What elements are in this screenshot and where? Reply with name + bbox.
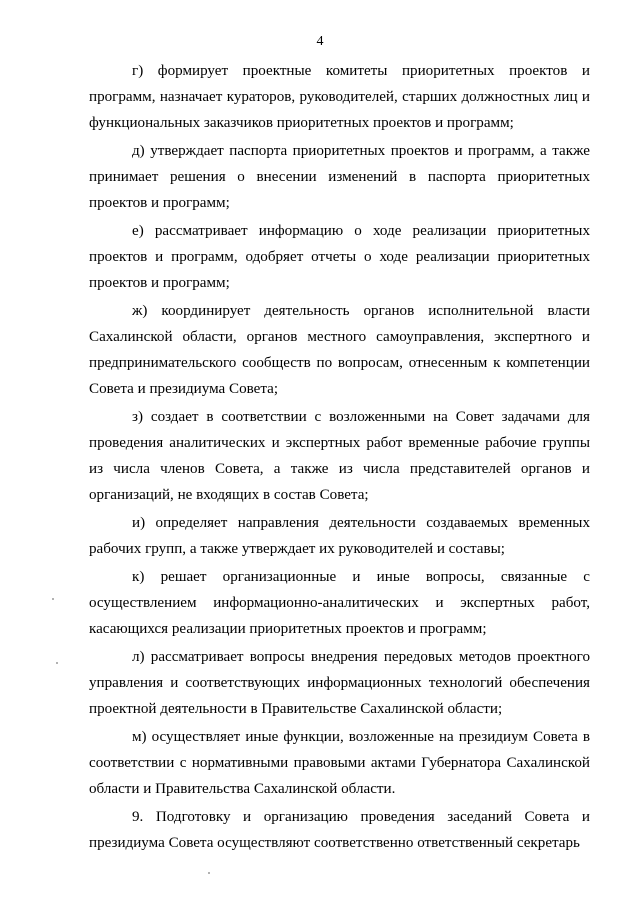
paragraph-l: л) рассматривает вопросы внедрения передовых методов проектного управления и соответствующих информационных технологий обеспечения проектной деятельности в Правительстве Сахалинской области;	[89, 649, 590, 717]
paragraph-e: е) рассматривает информацию о ходе реализации приоритетных проектов и программ, одобряет отчеты о ходе реализации приоритетных проектов и программ;	[89, 223, 590, 291]
scan-speck	[208, 872, 210, 874]
paragraph-zh: ж) координирует деятельность органов исполнительной власти Сахалинской области, органов местного самоуправления, экспертного и предпринимательского сообществ по вопросам, отнесенным к компетенции Совета и президиума Совета;	[89, 303, 590, 397]
paragraph-i: и) определяет направления деятельности создаваемых временных рабочих групп, а также утверждает их руководителей и составы;	[89, 515, 590, 557]
paragraph-k: к) решает организационные и иные вопросы, связанные с осуществлением информационно-аналитических и экспертных работ, касающихся реализации приоритетных проектов и программ;	[89, 569, 590, 637]
scan-speck	[56, 662, 58, 664]
paragraph-d: д) утверждает паспорта приоритетных проектов и программ, а также принимает решения о внесении изменений в паспорта приоритетных проектов и программ;	[89, 143, 590, 211]
paragraph-z: з) создает в соответствии с возложенными на Совет задачами для проведения аналитических и экспертных работ временные рабочие группы из числа членов Совета, а также из числа представителей органов и организаций, не входящих в состав Совета;	[89, 409, 590, 503]
page-number: 4	[316, 34, 324, 49]
scan-speck	[52, 598, 54, 600]
paragraph-9: 9. Подготовку и организацию проведения заседаний Совета и президиума Совета осуществляют соответственно ответственный секретарь	[89, 809, 590, 851]
document-body	[89, 58, 590, 856]
paragraph-g: г) формирует проектные комитеты приоритетных проектов и программ, назначает кураторов, руководителей, старших должностных лиц и функциональных заказчиков приоритетных проектов и программ;	[89, 63, 590, 131]
paragraph-m: м) осуществляет иные функции, возложенные на президиум Совета в соответствии с нормативными правовыми актами Губернатора Сахалинской области и Правительства Сахалинской области.	[89, 729, 590, 797]
